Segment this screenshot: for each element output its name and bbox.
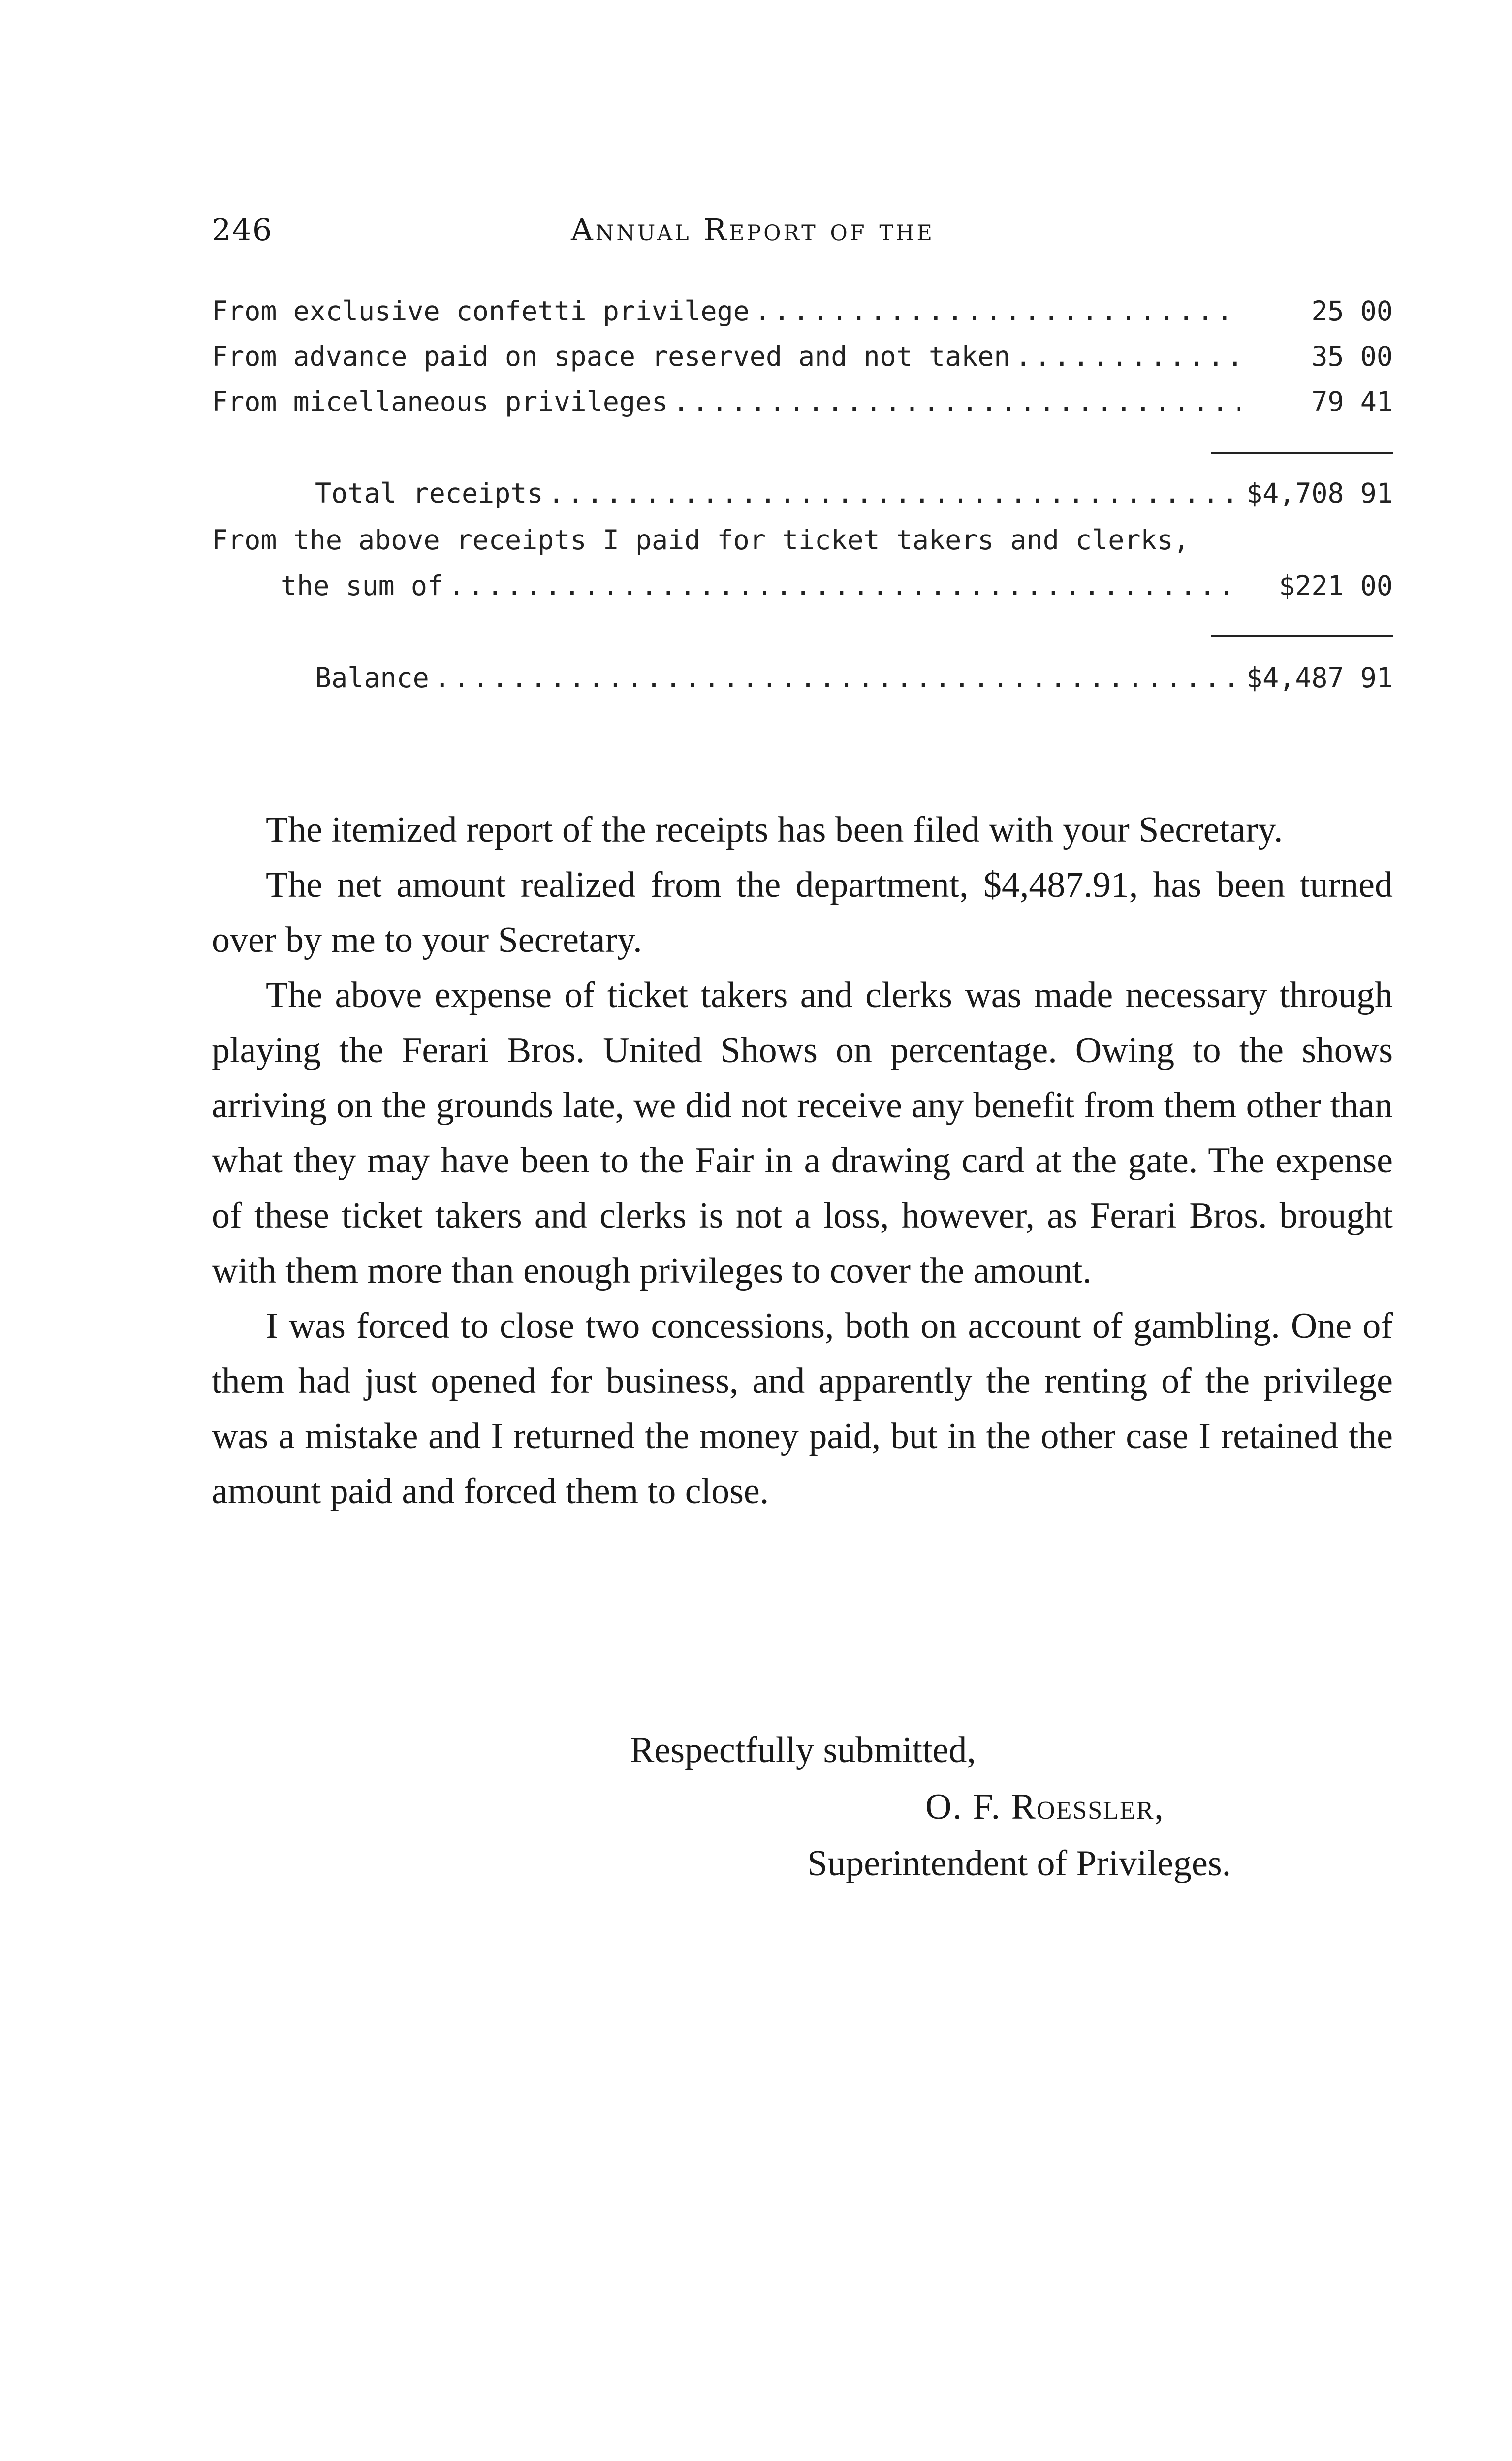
body-paragraph: I was forced to close two concessions, both on account of gambling. One of them had just opened for business, and apparently the renting of the privilege was a mistake and I returned the money paid, but in the other case I retained the amount paid and forced them to close. xyxy=(212,1306,1393,1512)
paid-label: From the above receipts I paid for ticket takers and clerks, xyxy=(212,524,1190,556)
ledger-label: From micellaneous privileges xyxy=(212,386,668,417)
signer-title: Superintendent of Privileges. xyxy=(807,1843,1231,1884)
balance-label: Balance xyxy=(315,662,429,694)
balance-amount: $4,487 91 xyxy=(1246,662,1393,694)
page-number: 246 xyxy=(212,212,273,248)
paid-amount: $221 00 xyxy=(1279,570,1393,601)
leader-dots xyxy=(548,477,1240,509)
total-label: Total receipts xyxy=(315,477,543,509)
leader-dots xyxy=(755,295,1240,327)
ledger-amount: 35 00 xyxy=(1311,341,1393,372)
balance-row xyxy=(212,662,1393,701)
leader-dots xyxy=(448,570,1240,601)
ledger-amount: 25 00 xyxy=(1311,295,1393,327)
sum-rule xyxy=(1211,452,1393,454)
report-body xyxy=(212,802,1393,1519)
body-paragraph: The above expense of ticket takers and clerks was made necessary through playing the Ferari Bros. United Shows on percentage. Owing to the shows arriving on the grounds late, we did not receive any benefit from them other than what they may have been to the Fair in a drawing card at the gate. The expense of these ticket takers and clerks is not a loss, however, as Ferari Bros. brought with them more than enough privileges to cover the amount. xyxy=(212,975,1393,1291)
leader-dots xyxy=(673,386,1240,417)
paid-sum-label: the sum of xyxy=(281,570,444,601)
leader-dots xyxy=(1015,341,1240,372)
running-title: Annual Report of the xyxy=(571,212,935,248)
sum-rule xyxy=(1211,635,1393,637)
body-paragraph: The net amount realized from the department, $4,487.91, has been turned over by me to your Secretary. xyxy=(212,865,1393,960)
running-header xyxy=(212,212,1393,256)
ledger-row xyxy=(212,341,1393,380)
closing-line: Respectfully submitted, xyxy=(630,1730,976,1770)
leader-dots xyxy=(434,662,1240,694)
ledger-label: From exclusive confetti privilege xyxy=(212,295,750,327)
paid-row-line1 xyxy=(212,524,1393,564)
paid-row-line2 xyxy=(212,570,1393,609)
ledger-row xyxy=(212,295,1393,335)
signer-name: O. F. Roessler, xyxy=(925,1787,1165,1827)
ledger-row xyxy=(212,386,1393,425)
ledger-label: From advance paid on space reserved and not taken xyxy=(212,341,1010,372)
ledger-amount: 79 41 xyxy=(1311,386,1393,417)
body-paragraph: The itemized report of the receipts has been filed with your Secretary. xyxy=(266,810,1283,850)
total-amount: $4,708 91 xyxy=(1246,477,1393,509)
total-row xyxy=(212,477,1393,517)
